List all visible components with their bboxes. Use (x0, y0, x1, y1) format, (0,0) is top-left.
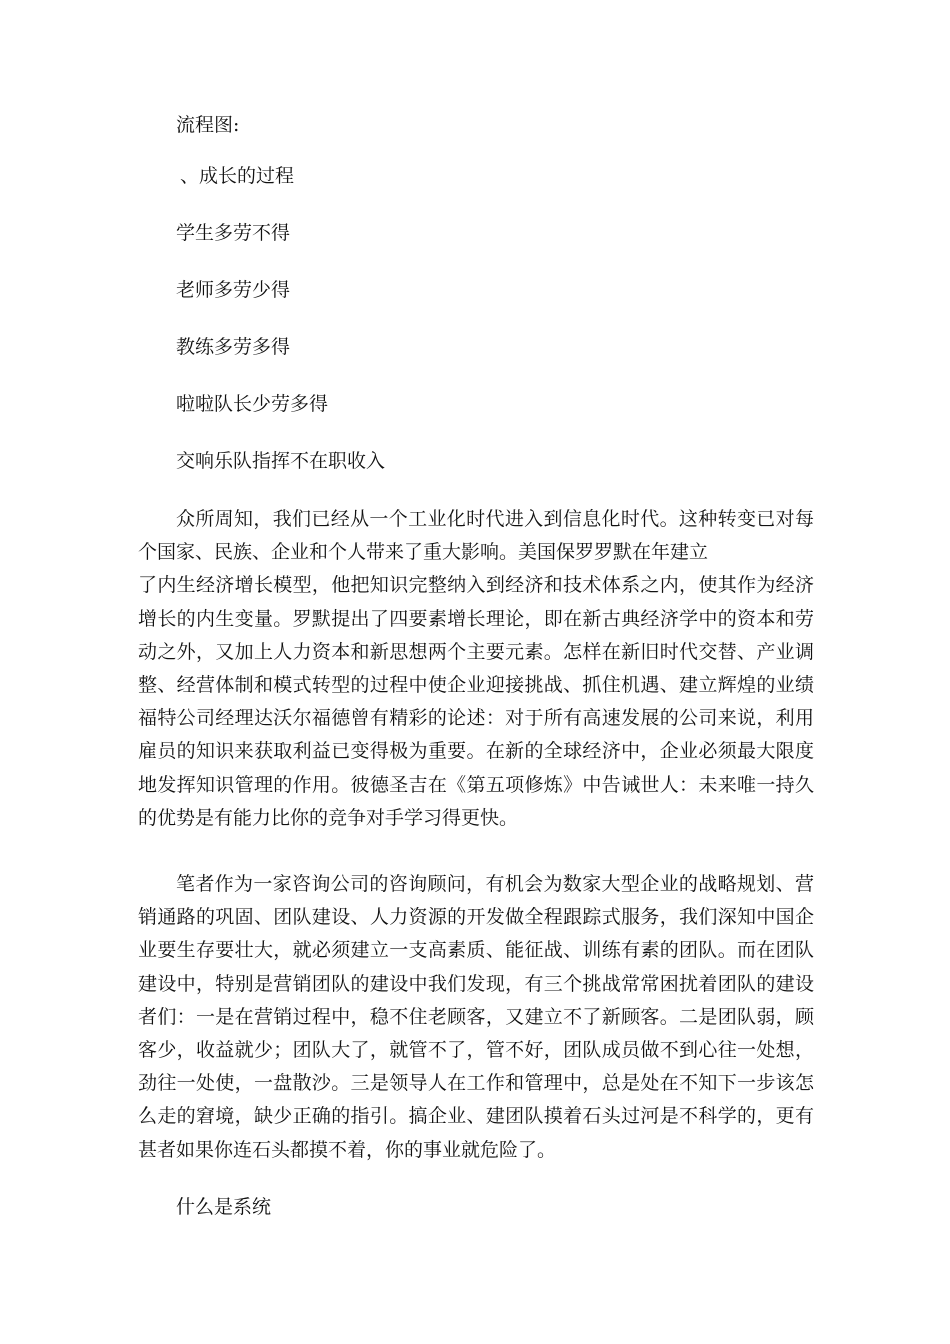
section-heading: 什么是系统 (176, 1196, 272, 1218)
paragraph-line: 的优势是有能力比你的竞争对手学习得更快。 (138, 806, 519, 829)
list-item: 学生多劳不得 (176, 222, 291, 244)
paragraph-line: 地发挥知识管理的作用。彼德圣吉在《第五项修炼》中告诫世人：未来唯一持久 (138, 773, 814, 796)
paragraph-line: 增长的内生变量。罗默提出了四要素增长理论，即在新古典经济学中的资本和劳 (138, 607, 814, 630)
paragraph-line: 雇员的知识来获取利益已变得极为重要。在新的全球经济中，企业必须最大限度 (138, 740, 814, 763)
paragraph-line: 众所周知，我们已经从一个工业化时代进入到信息化时代。这种转变已对每 (176, 508, 814, 530)
paragraph-line: 建设中，特别是营销团队的建设中我们发现，有三个挑战常常困扰着团队的建设 (138, 972, 814, 995)
paragraph-line: 客少，收益就少；团队大了，就管不了，管不好，团队成员做不到心往一处想， (138, 1039, 814, 1062)
list-item: 啦啦队长少劳多得 (176, 393, 329, 415)
paragraph-line: 整、经营体制和模式转型的过程中使企业迎接挑战、抓住机遇、建立辉煌的业绩 (138, 674, 814, 697)
list-item: 、成长的过程 (180, 165, 295, 187)
paragraph-knowledge-economy (138, 503, 814, 835)
list-item: 教练多劳多得 (176, 336, 291, 358)
paragraph-line: 者们：一是在营销过程中，稳不住老顾客，又建立不了新顾客。二是团队弱，顾 (138, 1005, 814, 1028)
paragraph-line: 了内生经济增长模型，他把知识完整纳入到经济和技术体系之内，使其作为经济 (138, 574, 814, 597)
paragraph-line: 个国家、民族、企业和个人带来了重大影响。美国保罗罗默在年建立 (138, 541, 709, 564)
list-item: 老师多劳少得 (176, 279, 291, 301)
paragraph-team-challenges (138, 868, 814, 1167)
paragraph-line: 业要生存要壮大，就必须建立一支高素质、能征战、训练有素的团队。而在团队 (138, 939, 814, 962)
paragraph-line: 福特公司经理达沃尔福德曾有精彩的论述：对于所有高速发展的公司来说，利用 (138, 707, 814, 730)
paragraph-line: 劲往一处使，一盘散沙。三是领导人在工作和管理中，总是处在不知下一步该怎 (138, 1072, 814, 1095)
paragraph-line: 甚者如果你连石头都摸不着，你的事业就危险了。 (138, 1138, 557, 1161)
paragraph-line: 销通路的巩固、团队建设、人力资源的开发做全程跟踪式服务，我们深知中国企 (138, 906, 814, 929)
flowchart-heading: 流程图: (176, 114, 240, 136)
paragraph-line: 么走的窘境，缺少正确的指引。搞企业、建团队摸着石头过河是不科学的，更有 (138, 1105, 814, 1128)
paragraph-line: 动之外，又加上人力资本和新思想两个主要元素。怎样在新旧时代交替、产业调 (138, 640, 814, 663)
list-item: 交响乐队指挥不在职收入 (176, 450, 386, 472)
paragraph-line: 笔者作为一家咨询公司的咨询顾问，有机会为数家大型企业的战略规划、营 (176, 873, 814, 895)
